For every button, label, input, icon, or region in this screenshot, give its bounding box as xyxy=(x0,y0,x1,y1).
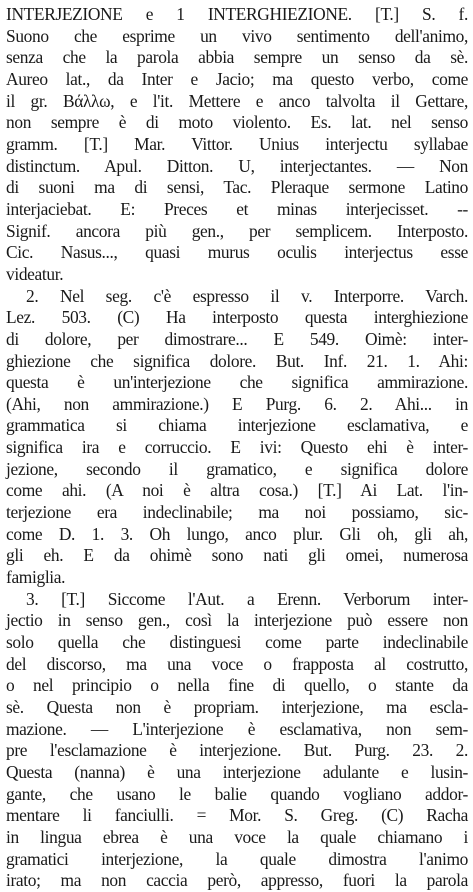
text-line-11: Signif. ancora più gen., per semplicem. Interposto. xyxy=(6,220,468,241)
text-line-33: sè. Questa non è propriam. interjezione, ma escla- xyxy=(6,697,468,717)
text-line-21: significa ira e corruccio. E ivi: Questo ehi è inter- xyxy=(6,437,468,458)
text-line-8: distinctum. Apul. Ditton. U, interjectantes. — Non xyxy=(6,155,468,176)
text-line-5: il gr. Βάλλω, e l'it. Mettere e anco talvolta il Gettare, xyxy=(6,90,468,111)
text-line-9: di suoni ma di sensi, Tac. Pleraque sermone Latino xyxy=(6,177,468,198)
text-line-37: gante, che usano le balie quando vogliano addor- xyxy=(6,783,468,804)
text-line-23: come ahi. (A noi è altra cosa.) [T.] Ai Lat. l'in- xyxy=(6,480,468,501)
text-line-14: 2. Nel seg. c'è espresso il v. Interporre. Varch. xyxy=(26,285,468,306)
text-line-38: mentare li fanciulli. = Mor. S. Greg. (C) Racha xyxy=(6,805,468,826)
text-line-3: senza che la parola abbia sempre un senso da sè. xyxy=(6,47,468,68)
text-line-22: jezione, secondo il gramatico, e significa dolore xyxy=(6,458,468,479)
text-line-20: grammatica si chiama interjezione esclamativa, e xyxy=(6,415,468,436)
text-line-29: jectio in senso gen., così la interjezione può essere non xyxy=(6,610,468,631)
text-line-34: mazione. — L'interjezione è esclamativa, non sem- xyxy=(6,718,468,739)
text-line-13: videatur. xyxy=(6,263,64,284)
text-line-27: famiglia. xyxy=(6,567,66,588)
text-line-2: Suono che esprime un vivo sentimento dell'animo, xyxy=(6,25,468,46)
dictionary-entry xyxy=(6,4,468,892)
text-line-32: o nel principio o nella fine di quello, o stante da xyxy=(6,675,468,696)
text-line-30: solo quella che distinguesi come parte indeclinabile xyxy=(6,632,468,653)
text-line-16: di dolore, per dimostrare... E 549. Oimè: inter- xyxy=(6,328,468,349)
text-line-35: pre l'esclamazione è interjezione. But. Purg. 23. 2. xyxy=(6,740,468,761)
text-line-41: irato; ma non caccia però, appresso, fuori la parola xyxy=(6,870,468,891)
text-line-10: interjaciebat. E: Preces et minas interjecisset. -- xyxy=(6,198,468,219)
text-line-24: terjezione era indeclinabile; ma noi possiamo, sic- xyxy=(6,502,468,523)
text-line-40: gramatici interjezione, la quale dimostra l'animo xyxy=(6,848,468,869)
text-line-17: ghiezione che significa dolore. But. Inf. 21. 1. Ahi: xyxy=(6,350,468,371)
text-line-18: questa è un'interjezione che significa ammirazione. xyxy=(6,372,468,393)
text-line-19: (Ahi, non ammirazione.) E Purg. 6. 2. Ahi... in xyxy=(6,393,468,414)
text-line-28: 3. [T.] Siccome l'Aut. a Erenn. Verborum inter- xyxy=(26,588,468,609)
text-line-26: gli eh. E da ohimè sono nati gli omei, numerosa xyxy=(6,545,468,566)
text-line-7: gramm. [T.] Mar. Vittor. Unius interjectu syllabae xyxy=(6,133,468,154)
text-line-12: Cic. Nasus..., quasi murus oculis interjectus esse xyxy=(6,242,468,263)
text-line-25: come D. 1. 3. Oh lungo, anco plur. Gli oh, gli ah, xyxy=(6,523,468,544)
text-line-39: in lingua ebrea è una voce la quale chiamano i xyxy=(6,826,468,847)
text-line-31: del discorso, ma una voce o frapposta al costrutto, xyxy=(6,653,468,674)
text-line-15: Lez. 503. (C) Ha interposto questa interghiezione xyxy=(6,307,468,328)
text-line-36: Questa (nanna) è una interjezione adulante e lusin- xyxy=(6,761,468,782)
text-line-4: Aureo lat., da Inter e Jacio; ma questo verbo, come xyxy=(6,68,468,89)
text-line-1: INTERJEZIONE e 1 INTERGHIEZIONE. [T.] S. f. xyxy=(6,4,468,24)
text-line-6: non sempre è di moto violento. Es. lat. nel senso xyxy=(6,112,468,133)
